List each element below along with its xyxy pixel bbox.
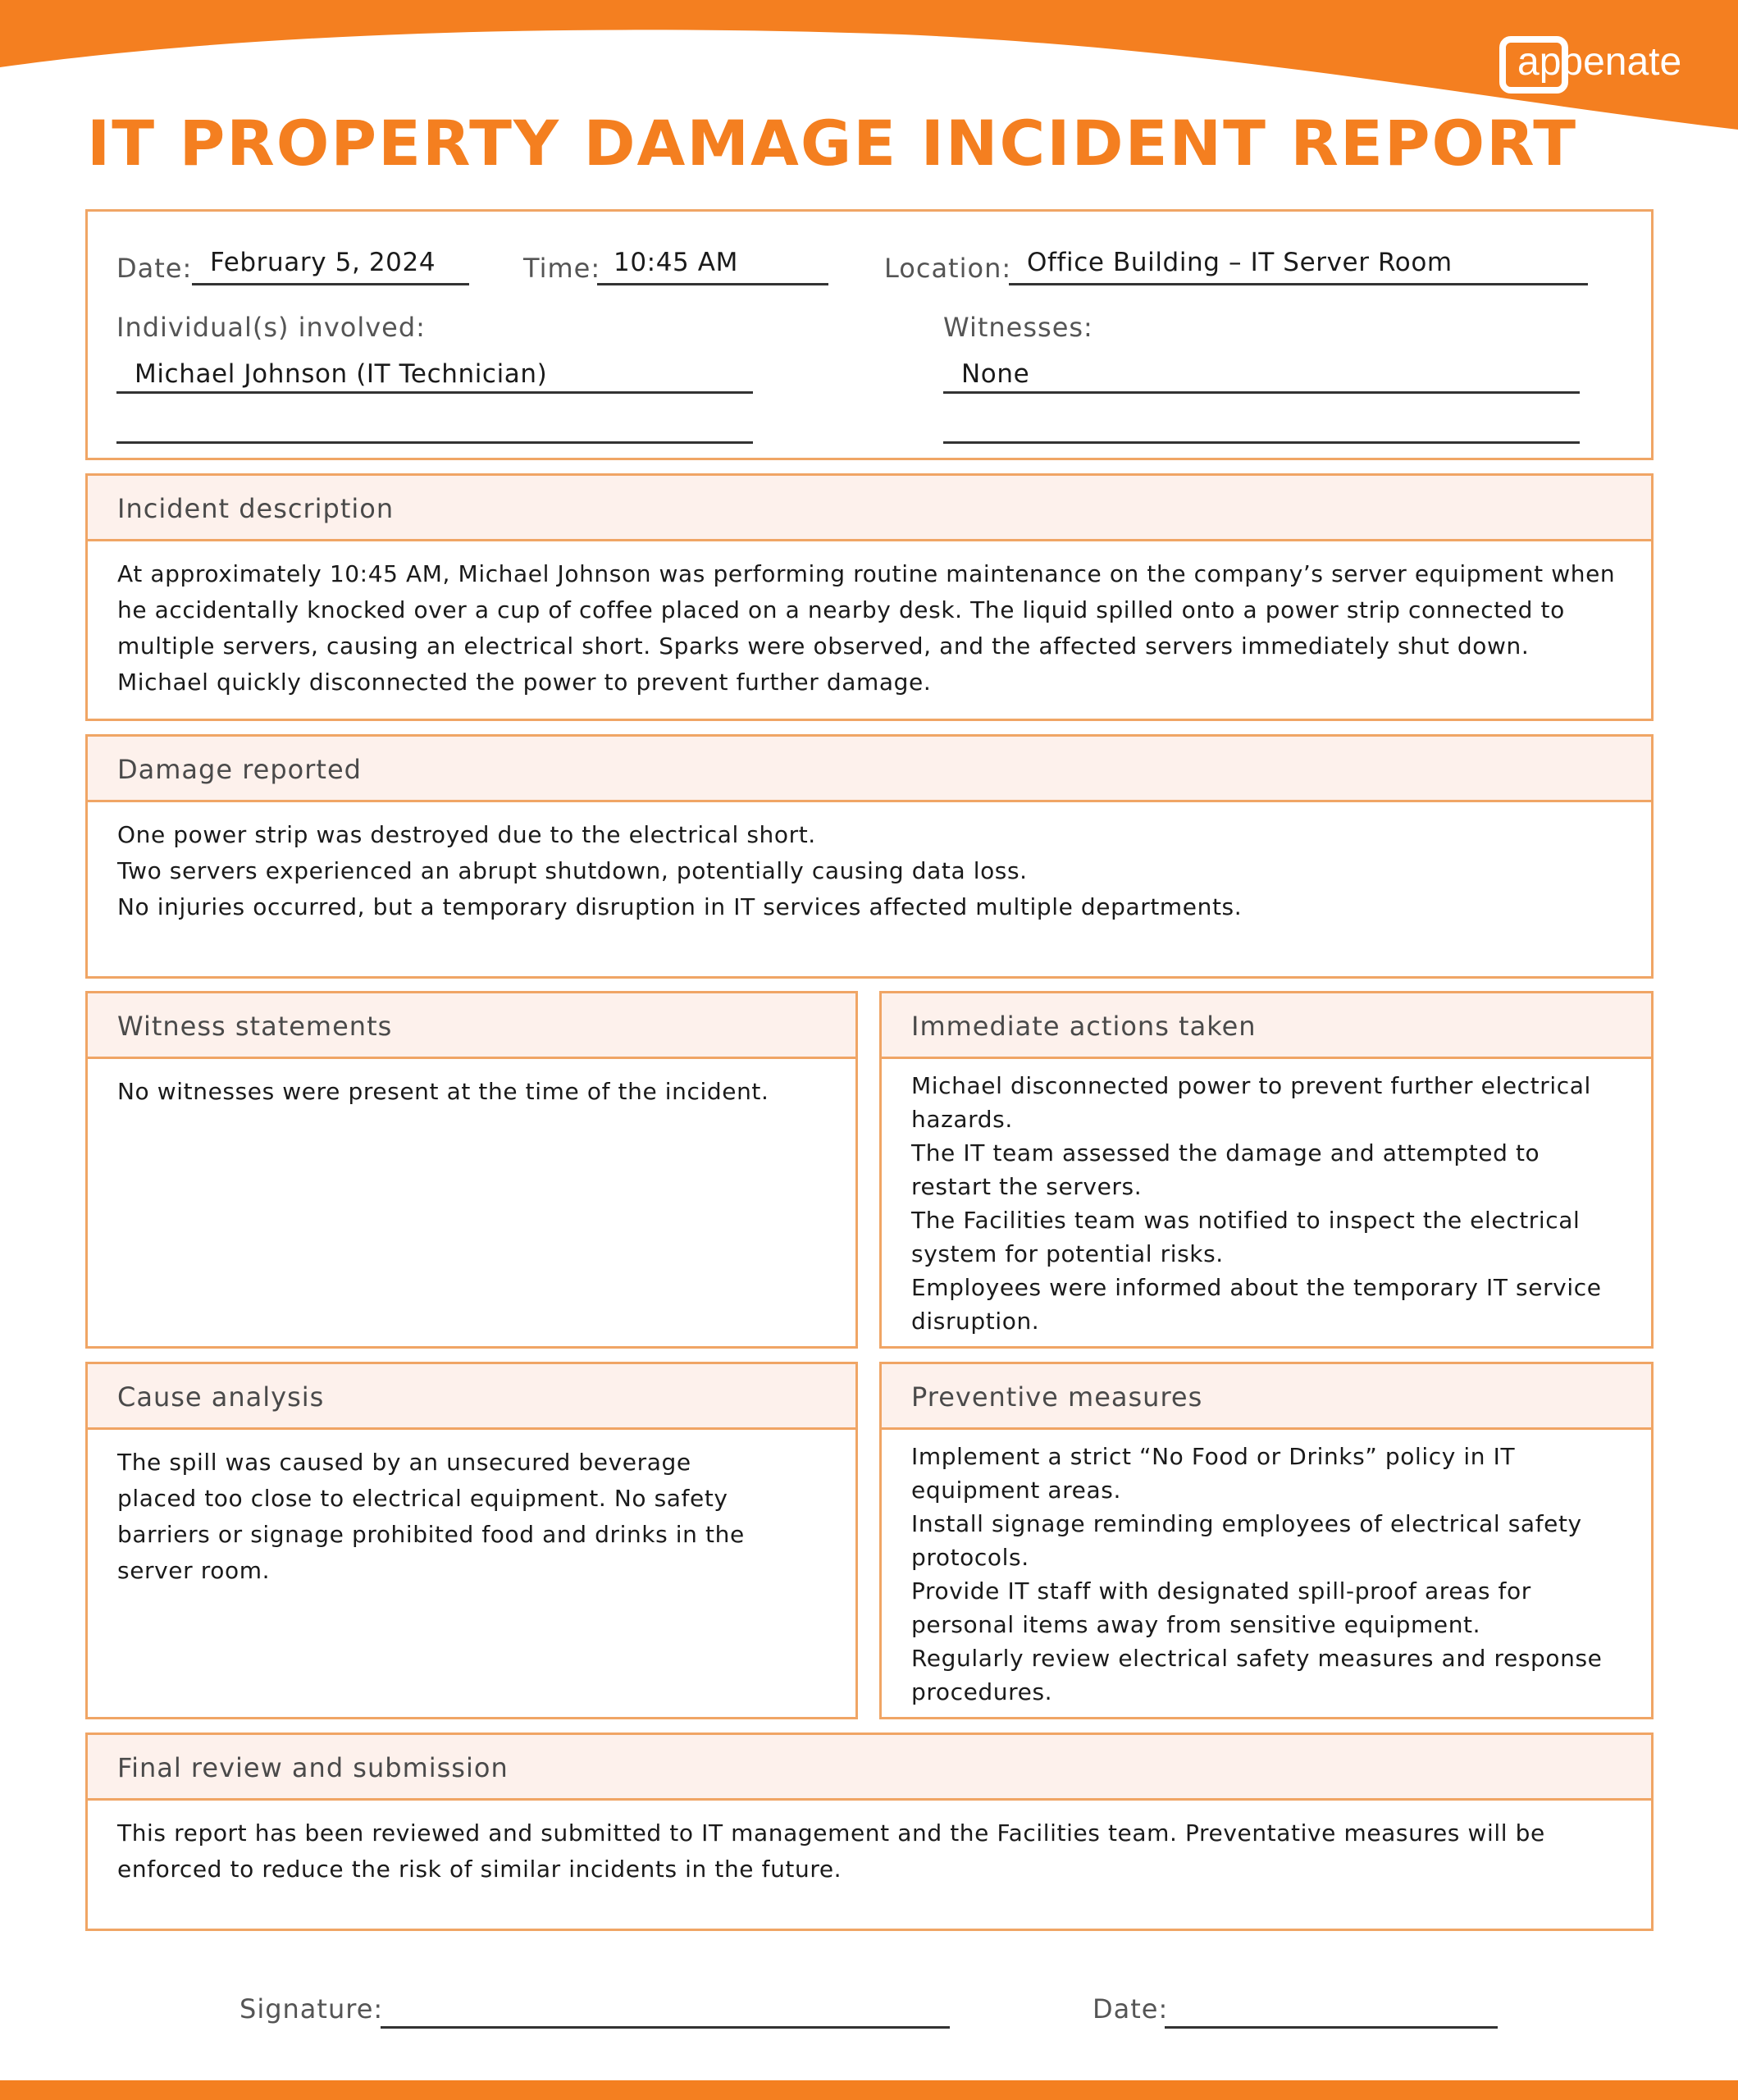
damage-line: No injuries occurred, but a temporary disruption in IT services affected multiple departments.	[117, 893, 1243, 920]
action-item: Employees were informed about the temporary IT service disruption.	[911, 1274, 1602, 1335]
witness-statements-section	[85, 991, 858, 1349]
signature-date-label: Date:	[1093, 1993, 1169, 2025]
final-review-body	[88, 1801, 1651, 1888]
final-review-header: Final review and submission	[88, 1735, 1651, 1801]
witnesses-value: None	[961, 359, 1030, 389]
footer-bar-decoration	[0, 2080, 1738, 2100]
cause-analysis-header: Cause analysis	[88, 1364, 855, 1430]
final-review-section	[85, 1732, 1654, 1931]
cause-analysis-body	[88, 1430, 855, 1589]
date-label: Date:	[116, 253, 193, 284]
signature-label: Signature:	[239, 1993, 384, 2025]
location-label: Location:	[884, 253, 1012, 284]
individuals-line-1	[116, 391, 753, 394]
time-value: 10:45 AM	[614, 248, 738, 277]
damage-line: One power strip was destroyed due to the electrical short.	[117, 821, 816, 848]
incident-description-body	[88, 541, 1651, 701]
damage-line: Two servers experienced an abrupt shutdown, potentially causing data loss.	[117, 857, 1028, 884]
action-item: The IT team assessed the damage and attempted to restart the servers.	[911, 1139, 1540, 1200]
witness-statements-body	[88, 1059, 855, 1110]
individuals-line-2	[116, 441, 753, 444]
time-line	[597, 283, 828, 285]
witnesses-label: Witnesses:	[943, 312, 1093, 343]
cause-analysis-text: The spill was caused by an unsecured beverage placed too close to electrical equipment. No safety barriers or signage prohibited food and drinks in the server room.	[117, 1449, 745, 1584]
damage-reported-section	[85, 734, 1654, 979]
incident-description-header: Incident description	[88, 476, 1651, 541]
incident-description-section	[85, 473, 1654, 721]
damage-reported-body	[88, 802, 1651, 925]
preventive-measures-body	[882, 1430, 1651, 1709]
action-item: Michael disconnected power to prevent further electrical hazards.	[911, 1072, 1591, 1133]
preventive-item: Implement a strict “No Food or Drinks” policy in IT equipment areas.	[911, 1443, 1516, 1504]
location-value: Office Building – IT Server Room	[1027, 248, 1453, 277]
date-line	[192, 283, 469, 285]
preventive-item: Regularly review electrical safety measures and response procedures.	[911, 1645, 1603, 1705]
immediate-actions-header: Immediate actions taken	[882, 993, 1651, 1059]
damage-reported-header: Damage reported	[88, 737, 1651, 802]
witnesses-line-1	[943, 391, 1580, 394]
preventive-item: Provide IT staff with designated spill-proof areas for personal items away from sensitive equipment.	[911, 1577, 1531, 1638]
logo-text: appenate	[1517, 40, 1682, 84]
preventive-measures-section	[879, 1362, 1654, 1719]
preventive-item: Install signage reminding employees of electrical safety protocols.	[911, 1510, 1582, 1571]
page-title: IT PROPERTY DAMAGE INCIDENT REPORT	[87, 107, 1578, 180]
cause-analysis-section	[85, 1362, 858, 1719]
witnesses-line-2	[943, 441, 1580, 444]
incident-description-text: At approximately 10:45 AM, Michael Johnson was performing routine maintenance on the company’s server equipment when he accidentally knocked over a cup of coffee placed on a nearby desk. The liquid spilled onto a power strip connected to multiple servers, causing an electrical short. Sparks were observed, and the affected servers immediately shut down. Michael quickly disconnected the power to prevent further damage.	[117, 560, 1616, 696]
individuals-label: Individual(s) involved:	[116, 312, 426, 343]
preventive-measures-header: Preventive measures	[882, 1364, 1651, 1430]
immediate-actions-section	[879, 991, 1654, 1349]
action-item: The Facilities team was notified to inspect the electrical system for potential risks.	[911, 1207, 1581, 1267]
signature-line[interactable]	[381, 2026, 950, 2029]
witness-statements-header: Witness statements	[88, 993, 855, 1059]
date-value: February 5, 2024	[210, 248, 436, 277]
appenate-logo	[1499, 33, 1682, 97]
final-review-text: This report has been reviewed and submitted to IT management and the Facilities team. Preventative measures will be enforced to reduce the risk of similar incidents in the future.	[117, 1819, 1545, 1883]
individuals-value: Michael Johnson (IT Technician)	[135, 359, 548, 389]
signature-date-line[interactable]	[1165, 2026, 1498, 2029]
location-line	[1009, 283, 1588, 285]
time-label: Time:	[523, 253, 601, 284]
witness-statements-text: No witnesses were present at the time of the incident.	[117, 1078, 769, 1105]
immediate-actions-body	[882, 1059, 1651, 1338]
